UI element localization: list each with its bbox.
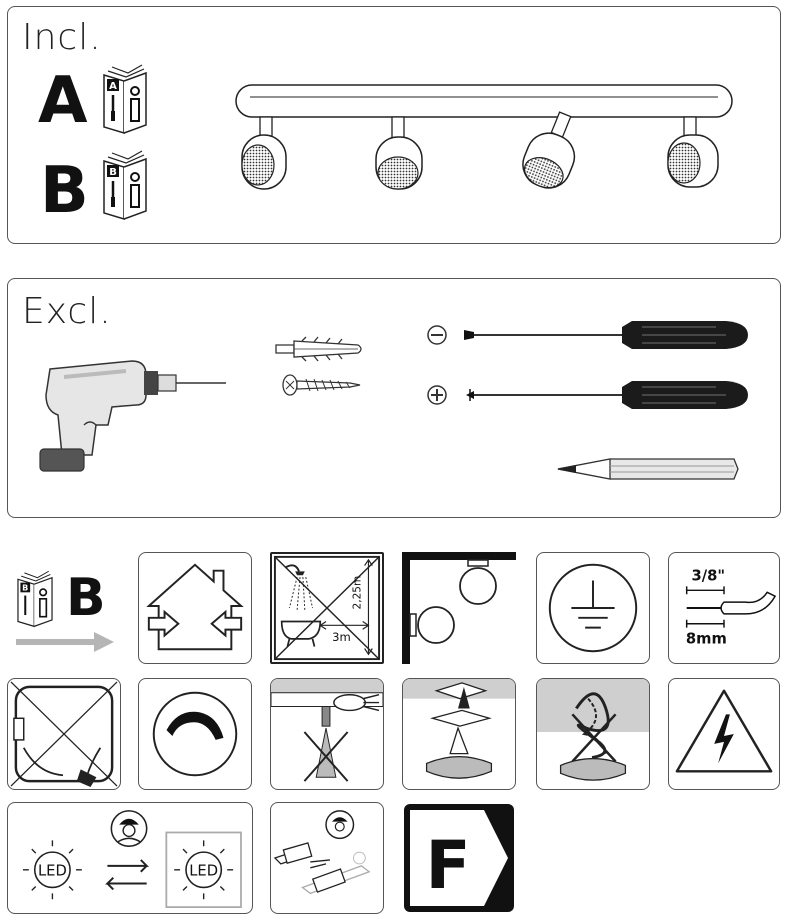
spot-1-icon [242,117,286,189]
no-plug-tile [7,678,121,790]
included-panel [7,6,781,244]
wire-strip-tile [668,552,780,664]
refer-manual-b [8,556,132,656]
manual-b-icon [100,147,150,221]
energy-class-letter: F [425,827,471,904]
wire-strip-icon [669,553,779,663]
earth-ground-tile [536,552,650,664]
excluded-panel [7,278,781,518]
manual-b-small-tag: B [22,582,29,593]
spot-4-icon [668,117,718,187]
led-left-label: LED [37,862,67,880]
led-left-icon [23,840,82,899]
cable-drill-warning-tile [270,678,384,790]
bathroom-height-label: 2,25m [351,575,364,610]
technician-icon [111,811,146,846]
indoor-use-tile [138,552,252,664]
wire-strip-mm-label: 8mm [685,630,727,648]
mounting-bracket-icon [403,679,515,789]
manual-a-tag: A [109,81,117,92]
spot-2-icon [376,117,422,189]
bathroom-distance-label: 3m [332,629,351,644]
dimmer-icon [139,679,251,789]
led-swap-icon [8,803,252,913]
manual-a-icon [100,61,150,135]
energy-label-icon [402,802,516,914]
screw-icon [280,373,364,397]
no-plug-icon [8,679,120,789]
manual-b-letter: B [40,154,89,228]
pencil-icon [554,455,740,483]
dimmable-tile [138,678,252,790]
bracket-install-tile [402,678,516,790]
manual-b-tag: B [109,167,117,178]
flat-screwdriver-icon [426,317,752,353]
driver-swap-icon [271,803,383,913]
no-drill-cables-icon [271,679,383,789]
house-indoor-icon [139,553,251,663]
wall-plug-icon [272,335,368,363]
tangled-wires-icon [537,679,649,789]
ceiling-wall-mount-icon [402,552,516,664]
wire-strip-inch-label: 3/8" [691,567,726,585]
led-right-label: LED [189,862,219,880]
spot-3-icon [516,106,589,194]
spotlight-bar-product [222,77,742,207]
electrical-hazard-tile [668,678,780,790]
manual-b-small-icon [14,568,56,628]
excluded-title: Excl. [22,291,112,332]
included-title: Incl. [22,17,102,58]
manual-a-letter: A [38,64,88,138]
phillips-screwdriver-icon [426,377,752,413]
manual-b-small-letter: B [66,568,106,628]
mounting-position-tile [402,552,516,664]
bathroom-restriction-tile [270,552,384,664]
arrow-right-icon [16,630,116,654]
swap-arrows-icon [107,860,146,889]
no-tangled-wires-tile [536,678,650,790]
ground-icon [537,553,649,663]
drill-icon [36,355,228,473]
led-replacement-tile [7,802,253,914]
high-voltage-icon [669,679,779,789]
driver-replacement-tile [270,802,384,914]
energy-class-tile [402,802,516,914]
bathroom-icon [272,554,382,662]
